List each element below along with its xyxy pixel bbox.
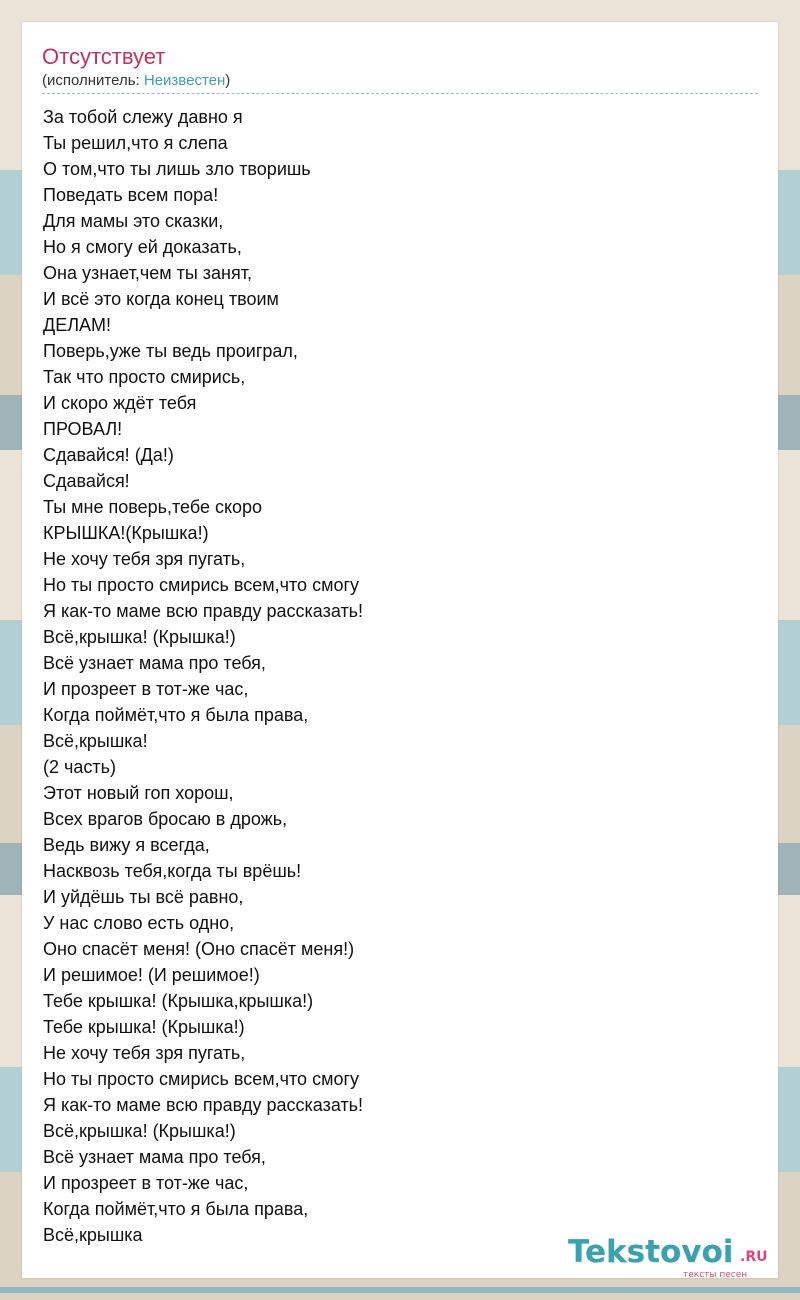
lyric-line: Ты решил,что я слепа [43, 133, 228, 153]
lyric-line: Ты мне поверь,тебе скоро [43, 497, 263, 517]
lyric-line: Но ты просто смирись всем,что смогу [43, 1069, 360, 1089]
logo-tagline: тексты песен [683, 1270, 748, 1280]
artist-suffix: ) [225, 72, 231, 89]
bottom-bar [0, 1287, 800, 1293]
logo-name: Tekstovoi [568, 1234, 734, 1270]
artist-prefix: (исполнитель: [42, 72, 144, 89]
lyric-line: (2 часть) [43, 757, 117, 777]
lyric-line: И прозреет в тот-же час, [43, 1173, 249, 1193]
lyric-line: Но ты просто смирись всем,что смогу [43, 575, 360, 595]
lyric-line: Когда поймёт,что я была права, [43, 705, 309, 725]
logo-tld: .RU [740, 1249, 768, 1265]
lyric-line: Всё,крышка! (Крышка!) [43, 627, 236, 647]
lyric-line: И скоро ждёт тебя [43, 393, 197, 413]
lyric-line: Тебе крышка! (Крышка!) [43, 1017, 245, 1037]
lyric-line: Сдавайся! [43, 471, 130, 491]
lyric-line: Всех врагов бросаю в дрожь, [43, 809, 288, 829]
lyric-line: ДЕЛАМ! [43, 315, 112, 335]
lyric-line: Ведь вижу я всегда, [43, 835, 210, 855]
lyric-line: Поверь,уже ты ведь проиграл, [43, 341, 298, 361]
lyric-line: Всё,крышка [43, 1225, 143, 1245]
lyric-line: Поведать всем пора! [43, 185, 219, 205]
lyric-line: Она узнает,чем ты занят, [43, 263, 252, 283]
lyric-line: Сдавайся! (Да!) [43, 445, 174, 465]
lyric-line: Оно спасёт меня! (Оно спасёт меня!) [43, 939, 355, 959]
lyric-line: И решимое! (И решимое!) [43, 965, 260, 985]
lyric-line: Всё,крышка! (Крышка!) [43, 1121, 236, 1141]
lyric-line: Но я смогу ей доказать, [43, 237, 242, 257]
lyric-line: И всё это когда конец твоим [43, 289, 279, 309]
lyric-line: Я как-то маме всю правду рассказать! [43, 1095, 364, 1115]
lyric-line: О том,что ты лишь зло творишь [43, 159, 311, 179]
artist-link[interactable]: Неизвестен [143, 72, 226, 89]
lyric-line: И уйдёшь ты всё равно, [43, 887, 244, 907]
lyric-line: ПРОВАЛ! [43, 419, 123, 439]
lyric-line: Когда поймёт,что я была права, [43, 1199, 309, 1219]
lyric-line: Не хочу тебя зря пугать, [43, 1043, 246, 1063]
lyric-line: Всё узнает мама про тебя, [43, 1147, 266, 1167]
lyric-line: Тебе крышка! (Крышка,крышка!) [43, 991, 314, 1011]
lyric-line: И прозреет в тот-же час, [43, 679, 249, 699]
lyric-line: Не хочу тебя зря пугать, [43, 549, 246, 569]
lyric-line: КРЫШКА!(Крышка!) [43, 523, 209, 543]
artist-line [42, 72, 230, 90]
lyric-line: Насквозь тебя,когда ты врёшь! [43, 861, 302, 881]
dashed-divider [42, 93, 758, 94]
lyric-line: Этот новый гоп хорош, [43, 783, 234, 803]
lyric-line: Всё узнает мама про тебя, [43, 653, 266, 673]
lyric-line: За тобой слежу давно я [43, 107, 243, 127]
song-title: Отсутствует [42, 44, 166, 69]
lyric-line: У нас слово есть одно, [43, 913, 235, 933]
lyric-line: Для мамы это сказки, [43, 211, 224, 231]
lyric-line: Я как-то маме всю правду рассказать! [43, 601, 364, 621]
lyrics-list [43, 104, 363, 1248]
lyric-line: Всё,крышка! [43, 731, 148, 751]
tekstovoi-logo[interactable] [568, 1232, 778, 1282]
lyrics-card [22, 22, 778, 1278]
lyric-line: Так что просто смирись, [43, 367, 246, 387]
